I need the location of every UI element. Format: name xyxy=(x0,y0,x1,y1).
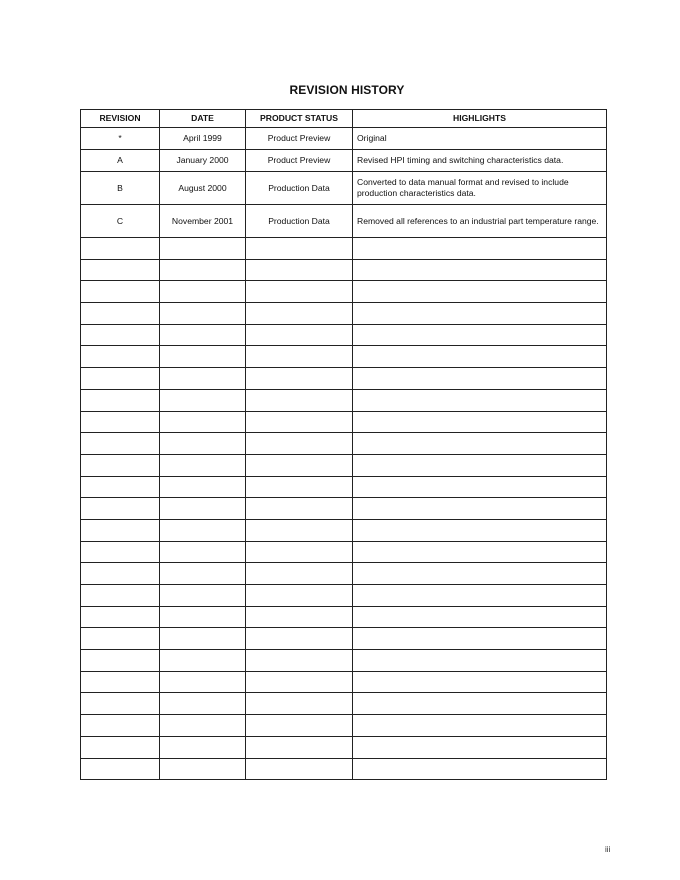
highlights-cell: Revised HPI timing and switching characteristics data. xyxy=(353,150,607,172)
empty-date-cell xyxy=(160,476,246,498)
column-header-date: DATE xyxy=(160,110,246,128)
empty-table-row xyxy=(81,628,607,650)
empty-table-row xyxy=(81,368,607,390)
empty-table-row xyxy=(81,715,607,737)
empty-highlights-cell xyxy=(353,671,607,693)
empty-product-status-cell xyxy=(246,736,353,758)
empty-product-status-cell xyxy=(246,454,353,476)
empty-product-status-cell xyxy=(246,628,353,650)
empty-date-cell xyxy=(160,736,246,758)
empty-revision-cell xyxy=(81,259,160,281)
table-row xyxy=(81,128,607,150)
empty-revision-cell xyxy=(81,671,160,693)
empty-product-status-cell xyxy=(246,476,353,498)
empty-date-cell xyxy=(160,563,246,585)
empty-table-row xyxy=(81,324,607,346)
empty-product-status-cell xyxy=(246,563,353,585)
empty-highlights-cell xyxy=(353,281,607,303)
product-status-cell: Production Data xyxy=(246,205,353,238)
empty-table-row xyxy=(81,476,607,498)
empty-date-cell xyxy=(160,519,246,541)
empty-date-cell xyxy=(160,389,246,411)
product-status-cell: Product Preview xyxy=(246,150,353,172)
revision-cell: C xyxy=(81,205,160,238)
empty-revision-cell xyxy=(81,519,160,541)
empty-product-status-cell xyxy=(246,411,353,433)
empty-product-status-cell xyxy=(246,693,353,715)
table-row xyxy=(81,205,607,238)
revision-cell: * xyxy=(81,128,160,150)
empty-highlights-cell xyxy=(353,324,607,346)
empty-revision-cell xyxy=(81,281,160,303)
empty-product-status-cell xyxy=(246,346,353,368)
date-cell: August 2000 xyxy=(160,172,246,205)
empty-revision-cell xyxy=(81,715,160,737)
empty-table-row xyxy=(81,346,607,368)
empty-revision-cell xyxy=(81,411,160,433)
date-cell: January 2000 xyxy=(160,150,246,172)
column-header-highlights: HIGHLIGHTS xyxy=(353,110,607,128)
empty-highlights-cell xyxy=(353,758,607,780)
empty-product-status-cell xyxy=(246,259,353,281)
empty-revision-cell xyxy=(81,454,160,476)
empty-product-status-cell xyxy=(246,281,353,303)
empty-highlights-cell xyxy=(353,736,607,758)
product-status-cell: Production Data xyxy=(246,172,353,205)
empty-revision-cell xyxy=(81,585,160,607)
empty-product-status-cell xyxy=(246,389,353,411)
table-row xyxy=(81,172,607,205)
empty-highlights-cell xyxy=(353,433,607,455)
empty-revision-cell xyxy=(81,650,160,672)
empty-highlights-cell xyxy=(353,454,607,476)
empty-revision-cell xyxy=(81,563,160,585)
empty-revision-cell xyxy=(81,693,160,715)
highlights-cell: Removed all references to an industrial part temperature range. xyxy=(353,205,607,238)
empty-revision-cell xyxy=(81,736,160,758)
empty-table-row xyxy=(81,606,607,628)
empty-product-status-cell xyxy=(246,650,353,672)
empty-highlights-cell xyxy=(353,389,607,411)
product-status-cell: Product Preview xyxy=(246,128,353,150)
highlights-cell: Converted to data manual format and revised to include production characteristics data. xyxy=(353,172,607,205)
empty-product-status-cell xyxy=(246,498,353,520)
revision-cell: B xyxy=(81,172,160,205)
date-cell: November 2001 xyxy=(160,205,246,238)
empty-table-row xyxy=(81,389,607,411)
empty-date-cell xyxy=(160,238,246,260)
empty-product-status-cell xyxy=(246,238,353,260)
empty-highlights-cell xyxy=(353,693,607,715)
empty-table-row xyxy=(81,650,607,672)
empty-product-status-cell xyxy=(246,324,353,346)
empty-date-cell xyxy=(160,606,246,628)
empty-date-cell xyxy=(160,671,246,693)
empty-date-cell xyxy=(160,628,246,650)
empty-product-status-cell xyxy=(246,368,353,390)
table-row xyxy=(81,150,607,172)
empty-highlights-cell xyxy=(353,563,607,585)
empty-table-row xyxy=(81,303,607,325)
empty-date-cell xyxy=(160,324,246,346)
empty-highlights-cell xyxy=(353,498,607,520)
empty-date-cell xyxy=(160,368,246,390)
empty-date-cell xyxy=(160,758,246,780)
empty-revision-cell xyxy=(81,476,160,498)
empty-date-cell xyxy=(160,650,246,672)
empty-table-row xyxy=(81,585,607,607)
table-header-row xyxy=(81,110,607,128)
empty-revision-cell xyxy=(81,628,160,650)
empty-date-cell xyxy=(160,454,246,476)
empty-highlights-cell xyxy=(353,606,607,628)
empty-table-row xyxy=(81,758,607,780)
empty-revision-cell xyxy=(81,758,160,780)
empty-revision-cell xyxy=(81,238,160,260)
empty-date-cell xyxy=(160,433,246,455)
empty-product-status-cell xyxy=(246,433,353,455)
empty-date-cell xyxy=(160,346,246,368)
empty-highlights-cell xyxy=(353,519,607,541)
empty-revision-cell xyxy=(81,368,160,390)
empty-date-cell xyxy=(160,259,246,281)
empty-highlights-cell xyxy=(353,368,607,390)
revision-history-table xyxy=(80,109,607,780)
empty-revision-cell xyxy=(81,389,160,411)
empty-revision-cell xyxy=(81,346,160,368)
column-header-product-status: PRODUCT STATUS xyxy=(246,110,353,128)
empty-table-row xyxy=(81,259,607,281)
empty-date-cell xyxy=(160,541,246,563)
empty-revision-cell xyxy=(81,324,160,346)
empty-highlights-cell xyxy=(353,541,607,563)
empty-highlights-cell xyxy=(353,303,607,325)
empty-table-row xyxy=(81,281,607,303)
empty-product-status-cell xyxy=(246,606,353,628)
date-cell: April 1999 xyxy=(160,128,246,150)
empty-product-status-cell xyxy=(246,671,353,693)
empty-date-cell xyxy=(160,585,246,607)
empty-revision-cell xyxy=(81,498,160,520)
empty-highlights-cell xyxy=(353,411,607,433)
empty-table-row xyxy=(81,671,607,693)
empty-highlights-cell xyxy=(353,476,607,498)
empty-highlights-cell xyxy=(353,650,607,672)
empty-date-cell xyxy=(160,281,246,303)
empty-highlights-cell xyxy=(353,259,607,281)
empty-table-row xyxy=(81,454,607,476)
highlights-cell: Original xyxy=(353,128,607,150)
empty-table-row xyxy=(81,541,607,563)
empty-table-row xyxy=(81,519,607,541)
empty-table-row xyxy=(81,498,607,520)
empty-product-status-cell xyxy=(246,715,353,737)
empty-table-row xyxy=(81,433,607,455)
empty-table-row xyxy=(81,736,607,758)
empty-date-cell xyxy=(160,411,246,433)
page-number: iii xyxy=(605,845,611,854)
empty-product-status-cell xyxy=(246,585,353,607)
empty-table-row xyxy=(81,238,607,260)
empty-product-status-cell xyxy=(246,303,353,325)
empty-product-status-cell xyxy=(246,541,353,563)
page-title: REVISION HISTORY xyxy=(289,83,405,97)
empty-table-row xyxy=(81,563,607,585)
empty-highlights-cell xyxy=(353,238,607,260)
empty-revision-cell xyxy=(81,303,160,325)
empty-revision-cell xyxy=(81,541,160,563)
empty-product-status-cell xyxy=(246,758,353,780)
empty-date-cell xyxy=(160,303,246,325)
empty-product-status-cell xyxy=(246,519,353,541)
empty-revision-cell xyxy=(81,606,160,628)
empty-highlights-cell xyxy=(353,715,607,737)
revision-cell: A xyxy=(81,150,160,172)
empty-date-cell xyxy=(160,693,246,715)
empty-table-row xyxy=(81,411,607,433)
column-header-revision: REVISION xyxy=(81,110,160,128)
empty-revision-cell xyxy=(81,433,160,455)
empty-date-cell xyxy=(160,715,246,737)
empty-highlights-cell xyxy=(353,628,607,650)
empty-highlights-cell xyxy=(353,346,607,368)
empty-highlights-cell xyxy=(353,585,607,607)
empty-date-cell xyxy=(160,498,246,520)
empty-table-row xyxy=(81,693,607,715)
